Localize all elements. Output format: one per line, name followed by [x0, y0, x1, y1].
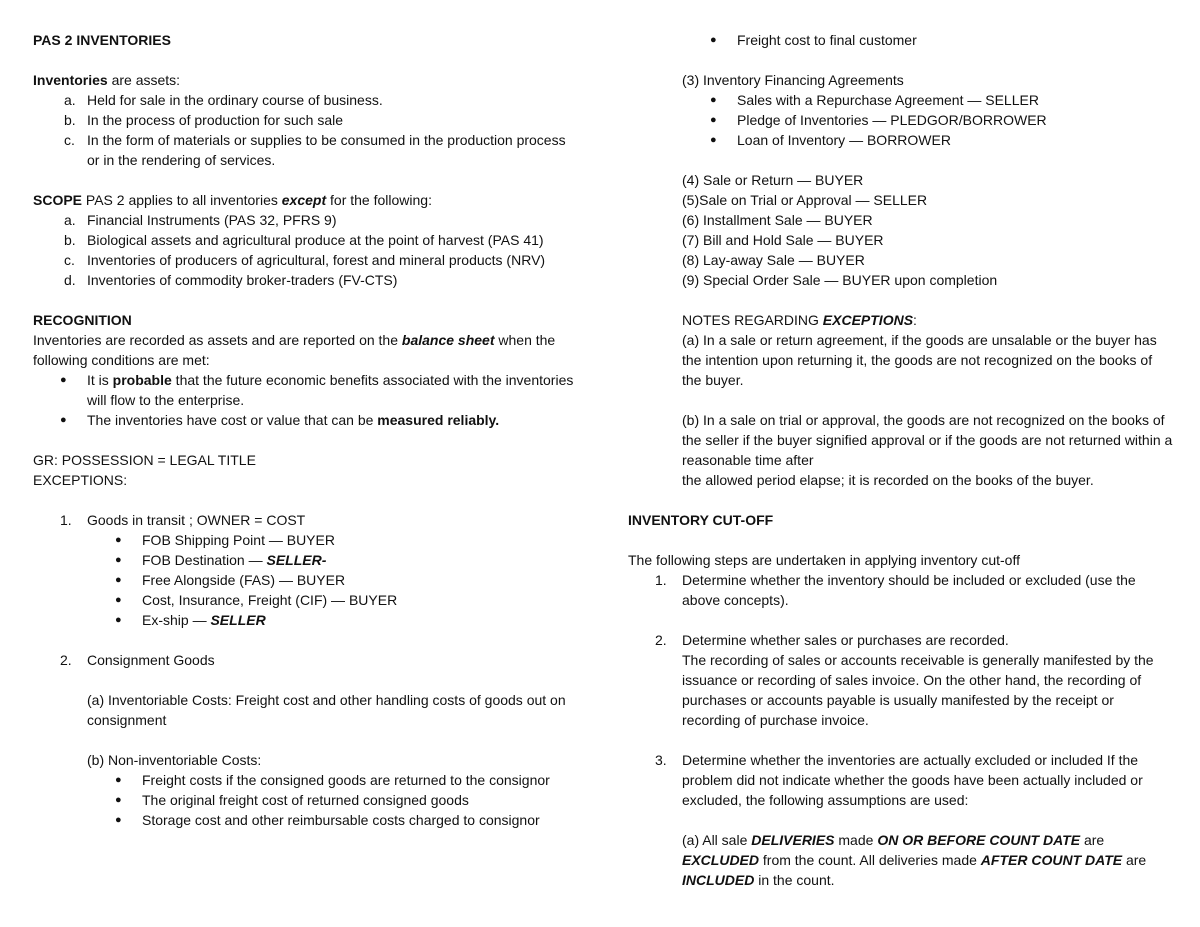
- cutoff-intro: The following steps are undertaken in applying inventory cut-off: [628, 552, 1020, 568]
- assumption-a: (a) All sale DELIVERIES made ON OR BEFORE COUNT DATE are EXCLUDED from the count. All deliveries made AFTER COUNT DATE are INCLUDED in the count.: [682, 832, 1147, 888]
- list-item: a. Financial Instruments (PAS 32, PFRS 9): [64, 212, 337, 228]
- sale-type: (6) Installment Sale — BUYER: [682, 212, 873, 228]
- bullet-icon: ●: [115, 614, 122, 626]
- bullet-icon: ●: [115, 574, 122, 586]
- step-2-body: The recording of sales or accounts receivable is generally manifested by the issuance or recording of sales invoice. On the other hand, the recording of purchases or accounts payable is usually manifested by the receipt or recording of purchase invoice.: [682, 652, 1154, 728]
- sale-type: (9) Special Order Sale — BUYER upon completion: [682, 272, 998, 288]
- financing-title: (3) Inventory Financing Agreements: [682, 72, 904, 88]
- scope-paragraph: SCOPE PAS 2 applies to all inventories except for the following:: [33, 192, 432, 208]
- note-a: (a) In a sale or return agreement, if the goods are unsalable or the buyer has the intention upon returning it, the goods are not recognized on the books of the buyer.: [682, 332, 1157, 388]
- note-b: (b) In a sale on trial or approval, the goods are not recognized on the books of the seller if the buyer signified approval or if the goods are not returned within a reasonable time after: [682, 412, 1173, 468]
- list-item: 2. Determine whether sales or purchases are recorded.: [655, 632, 1009, 648]
- non-inventoriable-costs: (b) Non-inventoriable Costs:: [87, 752, 262, 768]
- note-b-continued: the allowed period elapse; it is recorded on the books of the buyer.: [682, 472, 1094, 488]
- sale-type: (7) Bill and Hold Sale — BUYER: [682, 232, 884, 248]
- list-item: c. Inventories of producers of agricultural, forest and mineral products (NRV): [64, 252, 546, 268]
- bullet-icon: ●: [710, 114, 717, 126]
- list-item: ● FOB Destination — SELLER-: [115, 552, 327, 568]
- inventories-term: Inventories: [33, 72, 108, 88]
- recognition-intro: Inventories are recorded as assets and are reported on the balance sheet when the following conditions are met:: [33, 332, 556, 368]
- list-item: ● Freight cost to final customer: [710, 32, 917, 48]
- list-item: d. Inventories of commodity broker-traders (FV-CTS): [64, 272, 398, 288]
- list-item: ● It is probable that the future economic benefits associated with the inventories will flow to the enterprise.: [60, 372, 574, 408]
- bullet-icon: ●: [710, 34, 717, 46]
- list-item: 1. Determine whether the inventory should be included or excluded (use the above concepts).: [655, 572, 1136, 608]
- list-item: ● FOB Shipping Point — BUYER: [115, 532, 335, 548]
- bullet-icon: ●: [710, 134, 717, 146]
- list-item: ● The inventories have cost or value that can be measured reliably.: [60, 412, 500, 428]
- list-item: ● Pledge of Inventories — PLEDGOR/BORROWER: [710, 112, 1047, 128]
- list-item: ● The original freight cost of returned consigned goods: [115, 792, 469, 808]
- list-item: b. Biological assets and agricultural produce at the point of harvest (PAS 41): [64, 232, 544, 248]
- list-item: ● Loan of Inventory — BORROWER: [710, 132, 951, 148]
- list-item: ● Free Alongside (FAS) — BUYER: [115, 572, 346, 588]
- bullet-icon: ●: [710, 94, 717, 106]
- document-title: PAS 2 INVENTORIES: [33, 32, 171, 48]
- bullet-icon: ●: [115, 594, 122, 606]
- list-item: ● Storage cost and other reimbursable costs charged to consignor: [115, 812, 540, 828]
- general-rule: GR: POSSESSION = LEGAL TITLE: [33, 452, 256, 468]
- bullet-icon: ●: [60, 414, 67, 426]
- list-item: ● Freight costs if the consigned goods are returned to the consignor: [115, 772, 550, 788]
- list-item: 1. Goods in transit ; OWNER = COST: [60, 512, 306, 528]
- bullet-icon: ●: [115, 554, 122, 566]
- list-item: c. In the form of materials or supplies to be consumed in the production process or in the rendering of services.: [64, 132, 566, 168]
- sale-type: (4) Sale or Return — BUYER: [682, 172, 864, 188]
- bullet-icon: ●: [60, 374, 67, 386]
- right-column: [628, 30, 1173, 890]
- list-item: ● Ex-ship — SELLER: [115, 612, 266, 628]
- list-item: ● Cost, Insurance, Freight (CIF) — BUYER: [115, 592, 398, 608]
- sale-type: (8) Lay-away Sale — BUYER: [682, 252, 865, 268]
- bullet-icon: ●: [115, 534, 122, 546]
- exceptions-label: EXCEPTIONS:: [33, 472, 128, 488]
- bullet-icon: ●: [115, 794, 122, 806]
- list-item: ● Sales with a Repurchase Agreement — SELLER: [710, 92, 1039, 108]
- notes-heading: NOTES REGARDING EXCEPTIONS:: [682, 312, 917, 328]
- inventories-definition: Inventories are assets:: [33, 72, 181, 88]
- list-item: b. In the process of production for such sale: [64, 112, 344, 128]
- inventoriable-costs: (a) Inventoriable Costs: Freight cost and other handling costs of goods out on consignment: [87, 692, 566, 728]
- bullet-icon: ●: [115, 814, 122, 826]
- list-item: 3. Determine whether the inventories are actually excluded or included If the problem did not indicate whether the goods have been actually included or excluded, the following assumptions are used:: [655, 752, 1143, 808]
- left-column: [33, 30, 578, 830]
- sale-type: (5)Sale on Trial or Approval — SELLER: [682, 192, 928, 208]
- list-item: 2. Consignment Goods: [60, 652, 215, 668]
- recognition-heading: RECOGNITION: [33, 312, 132, 328]
- cutoff-heading: INVENTORY CUT-OFF: [628, 512, 774, 528]
- list-item: a. Held for sale in the ordinary course of business.: [64, 92, 383, 108]
- bullet-icon: ●: [115, 774, 122, 786]
